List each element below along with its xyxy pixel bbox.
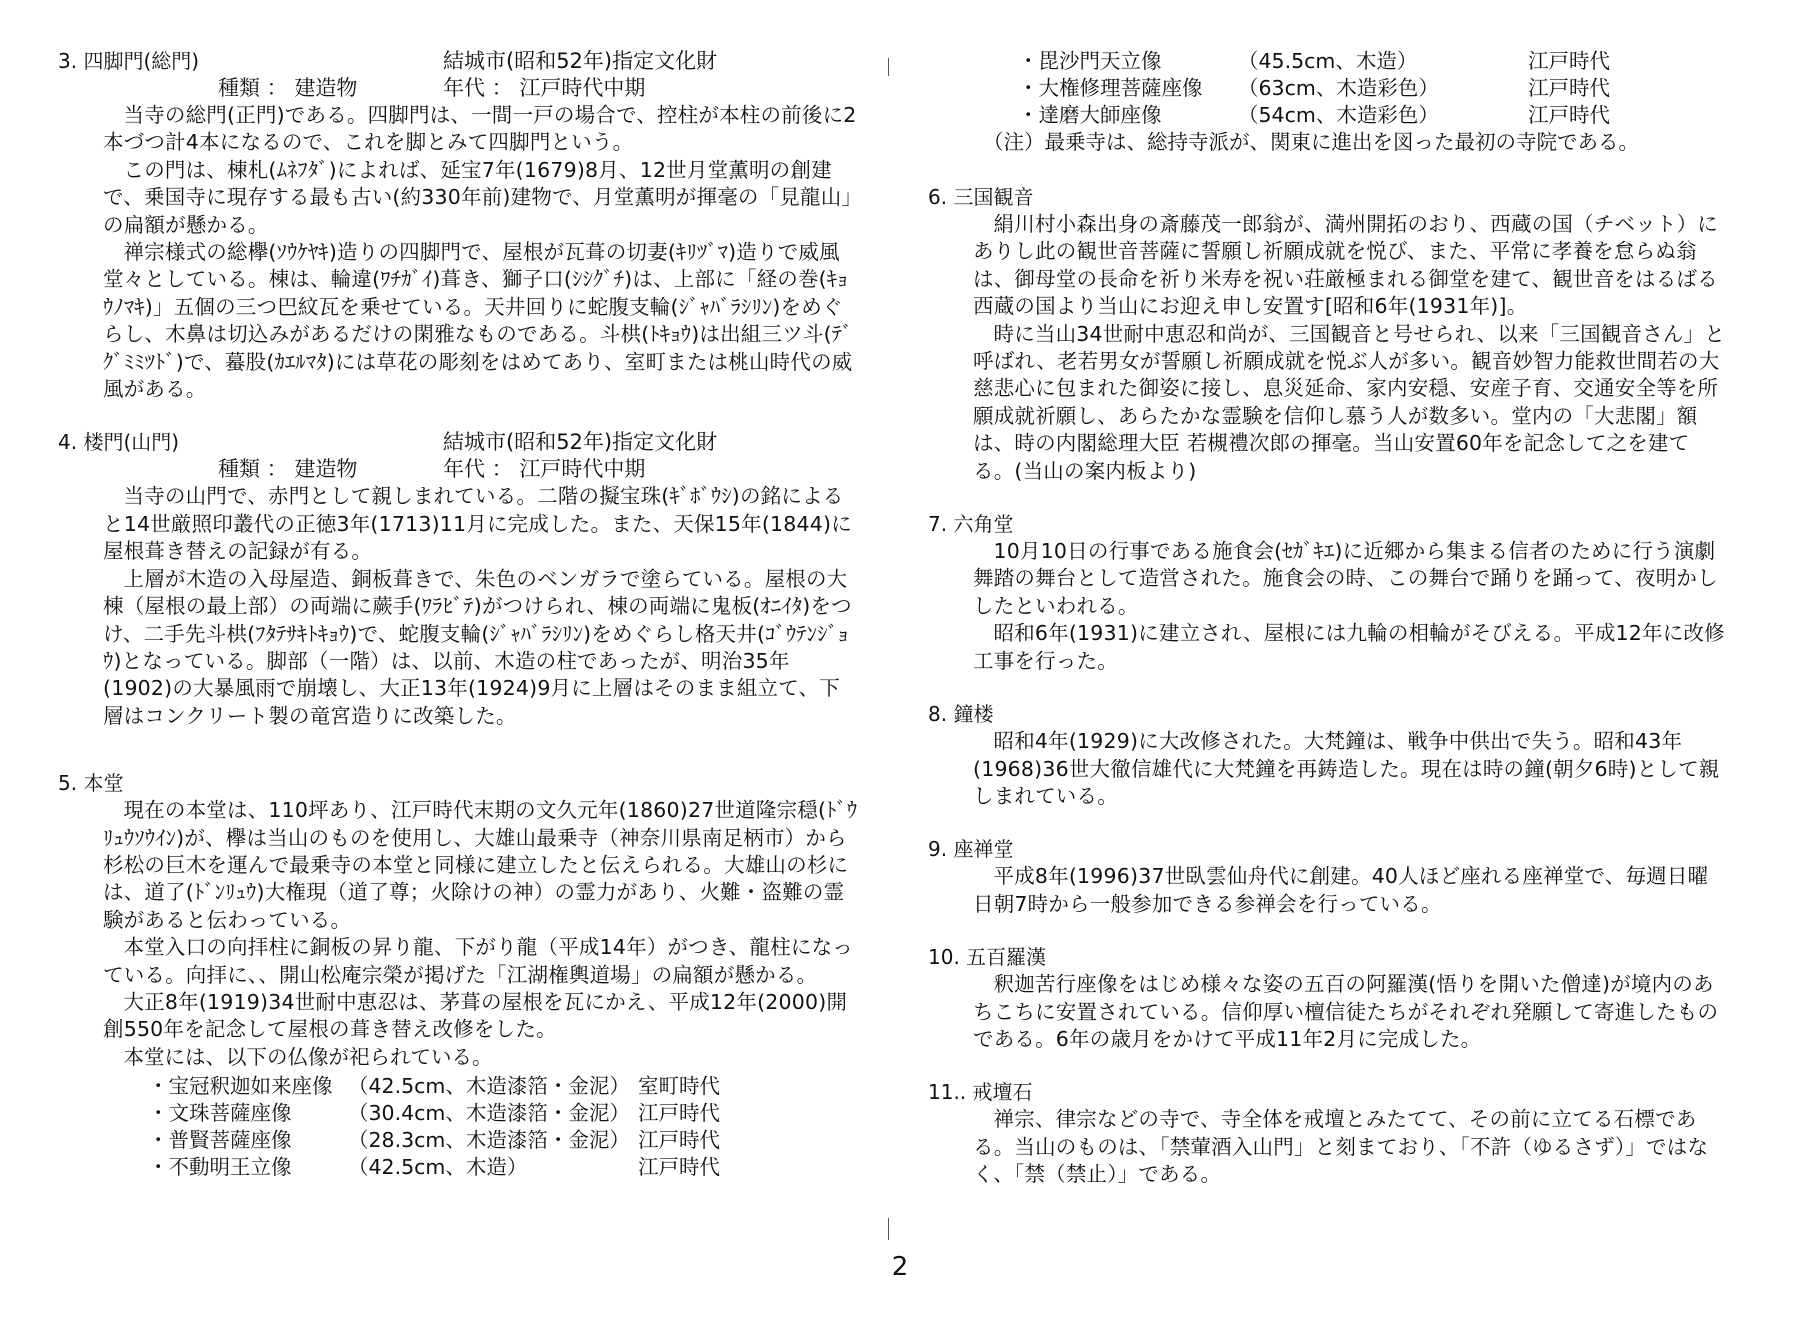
era-label: 年代 ： 江戸時代中期 xyxy=(443,457,646,482)
designation: 結城市(昭和52年)指定文化財 xyxy=(443,49,718,73)
paragraph: 釈迦苦行座像をはじめ様々な姿の五百の阿羅漢(悟りを開いた僧達)が境内のあちこちに安置されている。信仰厚い檀信徒たちがそれぞれ発願して寄進したものである。6年の歳月をかけて平成11年2月に完成した。 xyxy=(973,972,1719,1051)
statue-name: ・宝冠釈迦如来座像 xyxy=(148,1074,333,1099)
list-item xyxy=(928,48,1728,75)
section-romon xyxy=(58,429,858,730)
statue-spec: （63cm、木造彩色） xyxy=(1238,76,1439,100)
section-shikyakumon xyxy=(58,48,858,403)
paragraph: 当寺の山門で、赤門として親しまれている。二階の擬宝珠(ｷﾞﾎﾞｳｼ)の銘によると14世厳照印叢代の正徳3年(1713)11月に完成した。また、天保15年(1844)に屋根葺き替えの記録が有る。 xyxy=(103,484,852,564)
section-shoro xyxy=(928,701,1728,810)
statue-name: ・不動明王立像 xyxy=(148,1155,292,1180)
paragraph: 本堂入口の向拝柱に銅板の昇り龍、下がり龍（平成14年）がつき、龍柱になっている。向拝に、、開山松庵宗榮が掲げた「江湖権輿道場」の扁額が懸かる。 xyxy=(103,935,853,987)
statue-spec: （30.4cm、木造漆箔・金泥） xyxy=(348,1101,630,1126)
left-column xyxy=(58,48,858,1207)
paragraph: 昭和6年(1931)に建立され、屋根には九輪の相輪がそびえる。平成12年に改修工事を行った。 xyxy=(973,621,1725,673)
list-item xyxy=(58,1127,858,1154)
kind-label: 種類 ： 建造物 xyxy=(218,76,358,100)
statue-name: ・文珠菩薩座像 xyxy=(148,1101,292,1126)
statue-spec: （42.5cm、木造漆箔・金泥） xyxy=(348,1074,630,1099)
statue-list xyxy=(58,1073,858,1181)
statue-era: 室町時代 xyxy=(638,1074,720,1099)
section-title: 4. 楼門(山門) xyxy=(58,430,180,455)
paragraph: 絹川村小森出身の斎藤茂一郎翁が、満州開拓のおり、西蔵の国（チベット）にありし此の観世音菩薩に誓願し祈願成就を悦び、また、平常に孝養を怠らぬ翁は、御母堂の長命を祈り米寿を祝い荘厳極まれる御堂を建て、観世音をはるばる西蔵の国より当山にお迎え申し安置す[昭和6年(1931年)]。 xyxy=(973,212,1718,319)
section-gohyaku-rakan xyxy=(928,944,1728,1053)
paragraph: 禅宗、律宗などの寺で、寺全体を戒壇とみたてて、その前に立てる石標である。当山のものは、「禁葷酒入山門」と刻まており、「不許（ゆるさず）」ではなく、「禁（禁止）」である。 xyxy=(973,1107,1709,1187)
column-divider-bottom xyxy=(888,1218,889,1240)
designation: 結城市(昭和52年)指定文化財 xyxy=(443,430,718,455)
section-title: 8. 鐘楼 xyxy=(928,702,994,727)
page-number: 2 xyxy=(891,1252,909,1282)
statue-spec: （42.5cm、木造） xyxy=(348,1155,528,1180)
statue-era: 江戸時代 xyxy=(638,1128,720,1153)
statue-name: ・達磨大師座像 xyxy=(1018,103,1162,127)
statue-era: 江戸時代 xyxy=(638,1155,720,1180)
era-label: 年代 ： 江戸時代中期 xyxy=(443,76,646,100)
paragraph: 10月10日の行事である施食会(ｾｶﾞｷｴ)に近郷から集まる信者のために行う演劇舞踏の舞台として造営された。施食会の時、この舞台で踊りを踊って、夜明かししたといわれる。 xyxy=(973,539,1718,618)
column-divider xyxy=(888,58,889,76)
section-title: 10. 五百羅漢 xyxy=(928,945,1047,970)
section-zazendo xyxy=(928,836,1728,918)
section-rokkakudo xyxy=(928,511,1728,675)
list-item xyxy=(928,102,1728,129)
statue-era: 江戸時代 xyxy=(1528,103,1610,127)
statue-name: ・毘沙門天立像 xyxy=(1018,49,1162,73)
section-title: 7. 六角堂 xyxy=(928,512,1014,537)
statue-name: ・普賢菩薩座像 xyxy=(148,1128,292,1153)
list-item xyxy=(928,75,1728,102)
right-column xyxy=(928,48,1728,1215)
section-statues-continued xyxy=(928,48,1728,156)
paragraph: 当寺の総門(正門)である。四脚門は、一間一戸の場合で、控柱が本柱の前後に2本づつ計4本になるので、これを脚とみて四脚門という。 xyxy=(103,103,857,155)
statue-spec: （45.5cm、木造） xyxy=(1238,49,1418,73)
list-item xyxy=(58,1100,858,1127)
section-sangoku-kannon xyxy=(928,184,1728,485)
paragraph: 上層が木造の入母屋造、銅板葺きで、朱色のベンガラで塗らている。屋根の大棟（屋根の最上部）の両端に蕨手(ﾜﾗﾋﾞﾃ)がつけられ、棟の両端に鬼板(ｵﾆｲﾀ)をつけ、二手先斗栱(ﾌﾀﾃｻｷﾄｷｮｳ)で、蛇腹支輪(ｼﾞｬﾊﾞﾗｼﾘﾝ)をめぐらし格天井(ｺﾞｳﾃﾝｼﾞｮｳ)となっている。脚部（一階）は、以前、木造の柱であったが、明治35年(1902)の大暴風雨で崩壊し、大正13年(1924)9月に上層はそのまま組立て、下層はコンクリート製の竜宮造りに改築した。 xyxy=(103,566,852,728)
section-kaidanseki xyxy=(928,1079,1728,1188)
section-title: 9. 座禅堂 xyxy=(928,837,1014,862)
list-item xyxy=(58,1073,858,1100)
paragraph: 大正8年(1919)34世耐中恵忍は、茅葺の屋根を瓦にかえ、平成12年(2000)開創550年を記念して屋根の葺き替え改修をした。 xyxy=(103,989,848,1042)
statue-era: 江戸時代 xyxy=(1528,76,1610,100)
section-title: 3. 四脚門(総門) xyxy=(58,49,200,73)
list-item xyxy=(58,1154,858,1181)
paragraph: この門は、棟札(ﾑﾈﾌﾀﾞ)によれば、延宝7年(1679)8月、12世月堂薫明の創建で、乗国寺に現存する最も古い(約330年前)建物で、月堂薫明が揮毫の「見龍山」の扁額が懸かる。 xyxy=(103,157,852,237)
paragraph: 昭和4年(1929)に大改修された。大梵鐘は、戦争中供出で失う。昭和43年(1968)36世大徹信雄代に大梵鐘を再鋳造した。現在は時の鐘(朝夕6時)として親しまれている。 xyxy=(973,729,1720,808)
statue-spec: （54cm、木造彩色） xyxy=(1238,103,1439,127)
statue-spec: （28.3cm、木造漆箔・金泥） xyxy=(348,1128,630,1153)
paragraph: 現在の本堂は、110坪あり、江戸時代末期の文久元年(1860)27世道隆宗穏(ﾄﾞｳﾘｭｳｿｳｲﾝ)が、欅は当山のものを使用し、大雄山最乗寺（神奈川県南足柄市）から杉松の巨木を運んで最乗寺の本堂と同様に建立したと伝えられる。大雄山の杉には、道了(ﾄﾞﾝﾘｭｳ)大権現（道了尊；火除けの神）の霊力があり、火難・盗難の霊験があると伝わっている。 xyxy=(103,798,858,932)
section-title: 6. 三国観音 xyxy=(928,185,1034,209)
paragraph: 時に当山34世耐中恵忍和尚が、三国観音と号せられ、以来「三国観音さん」と呼ばれ、老若男女が誓願し祈願成就を悦ぶ人が多い。観音妙智力能救世間若の大慈悲心に包まれた御姿に接し、息災延命、家内安穏、安産子育、交通安全等を所願成就祈願し、あらたかな霊験を信仰し慕う人が数多い。堂内の「大悲閣」額は、時の内閣総理大臣 若槻禮次郎の揮毫。当山安置60年を記念して之を建てる。(当山の案内板より) xyxy=(973,321,1726,483)
section-title: 5. 本堂 xyxy=(58,771,124,796)
section-hondo xyxy=(58,770,858,1181)
section-title: 11.. 戒壇石 xyxy=(928,1080,1033,1105)
statue-era: 江戸時代 xyxy=(638,1101,720,1126)
statue-name: ・大権修理菩薩座像 xyxy=(1018,76,1203,100)
kind-label: 種類 ： 建造物 xyxy=(218,457,358,482)
paragraph: 平成8年(1996)37世臥雲仙舟代に創建。40人ほど座れる座禅堂で、毎週日曜日朝7時から一般参加できる参禅会を行っている。 xyxy=(973,864,1709,916)
note: （注）最乗寺は、総持寺派が、関東に進出を図った最初の寺院である。 xyxy=(983,130,1639,154)
statue-intro: 本堂には、以下の仏像が祀られている。 xyxy=(123,1044,493,1069)
statue-era: 江戸時代 xyxy=(1528,49,1610,73)
paragraph: 禅宗様式の総欅(ｿｳｹﾔｷ)造りの四脚門で、屋根が瓦葺の切妻(ｷﾘﾂﾞﾏ)造りで威風堂々としている。棟は、輪違(ﾜﾁｶﾞｲ)葺き、獅子口(ｼｼｸﾞﾁ)は、上部に「経の巻(ｷｮｳﾉﾏｷ)」五個の三つ巴紋瓦を乗せている。天井回りに蛇腹支輪(ｼﾞｬﾊﾞﾗｼﾘﾝ)をめぐらし、木鼻は切込みがあるだけの閑雅なものである。斗栱(ﾄｷｮｳ)は出組三ツ斗(ﾃﾞｸﾞﾐﾐﾂﾄﾞ)で、蟇股(ｶｴﾙﾏﾀ)には草花の彫刻をはめてあり、室町または桃山時代の威風がある。 xyxy=(103,240,853,402)
